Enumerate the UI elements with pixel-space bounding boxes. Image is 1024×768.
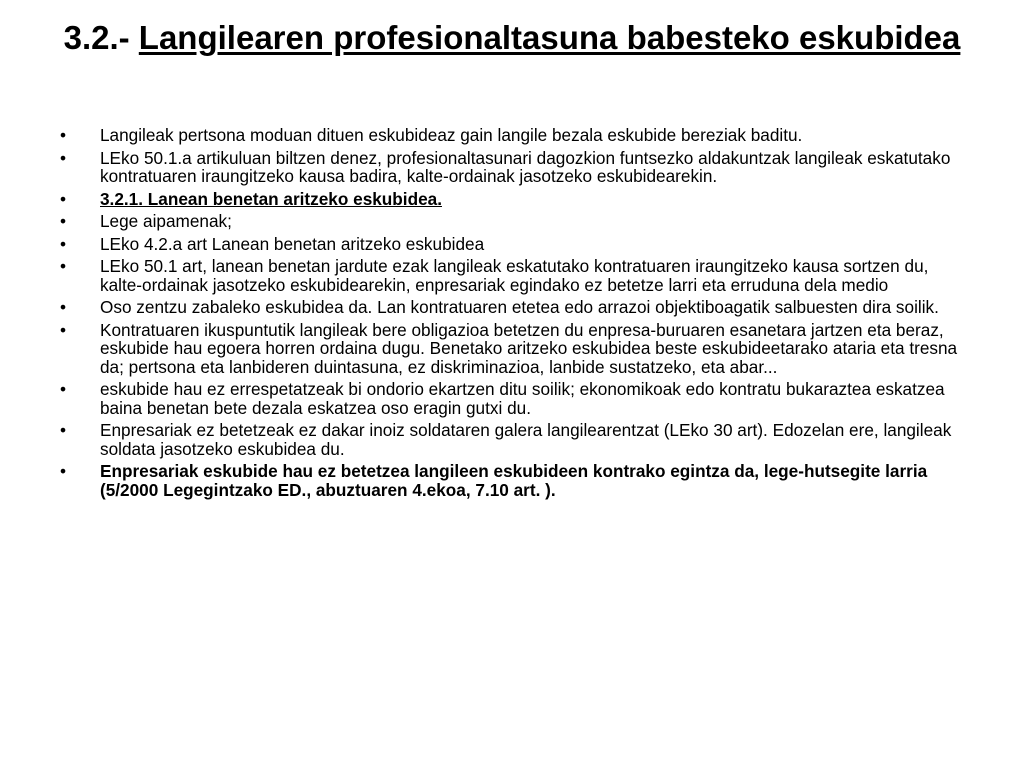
subheading-text: 3.2.1. Lanean benetan aritzeko eskubidea.: [100, 188, 442, 209]
bullet-item: [60, 149, 960, 186]
bullet-text: Oso zentzu zabaleko eskubidea da. Lan kontratuaren etetea edo arrazoi objektiboagatik salbuesten dira soilik.: [100, 297, 939, 317]
bullet-item-bold: [60, 462, 960, 499]
bullet-icon: •: [60, 420, 67, 440]
bullet-item: [60, 212, 960, 231]
bullet-icon: •: [60, 461, 67, 481]
bullet-list: [60, 126, 960, 503]
title-text: Langilearen profesionaltasuna babesteko eskubidea: [138, 19, 961, 56]
bullet-item: [60, 380, 960, 417]
bullet-item: [60, 421, 960, 458]
bullet-text: Enpresariak eskubide hau ez betetzea langileen eskubideen kontrako egintza da, lege-hutsegite larria (5/2000 Legegintzako ED., abuztuaren 4.ekoa, 7.10 art. ).: [100, 461, 928, 500]
bullet-item-subheading: [60, 190, 960, 209]
bullet-icon: •: [60, 379, 67, 399]
bullet-icon: •: [60, 297, 67, 317]
bullet-text: eskubide hau ez errespetatzeak bi ondorio ekartzen ditu soilik; ekonomikoak edo kontratu bukaraztea eskatzea baina benetan bete dezala eskatzea oso eragin gutxi du.: [100, 379, 945, 418]
bullet-item: [60, 126, 960, 145]
bullet-item: [60, 257, 960, 294]
bullet-icon: •: [60, 188, 67, 209]
bullet-text: Enpresariak ez betetzeak ez dakar inoiz soldataren galera langilearentzat (LEko 30 art). Edozelan ere, langileak soldata jasotzeko eskubidea du.: [100, 420, 952, 459]
slide-title: [60, 18, 964, 57]
bullet-text: LEko 4.2.a art Lanean benetan aritzeko eskubidea: [100, 233, 485, 254]
bullet-icon: •: [60, 211, 67, 231]
bullet-text: Langileak pertsona moduan dituen eskubideaz gain langile bezala eskubide bereziak baditu.: [100, 125, 803, 145]
bullet-text: LEko 50.1 art, lanean benetan jardute ezak langileak eskatutako kontratuaren iraungitzeko kausa sortzen du, kalte-ordainak jasotzeko eskubidearekin, enpresariak egindako ez betetze larri eta erruduna dela medio: [100, 256, 929, 295]
bullet-icon: •: [60, 256, 67, 276]
bullet-item: [60, 298, 960, 317]
title-number: 3.2.-: [63, 19, 139, 56]
bullet-text: Kontratuaren ikuspuntutik langileak bere obligazioa betetzen du enpresa-buruaren esanetara jartzen eta beraz, eskubide hau egoera horren ordaina dugu. Benetako aritzeko eskubidea beste eskubideetarako ataria eta tresna da; pertsona eta lanbideren duintasuna, ez diskriminazioa, lanbide sustatzeko, eta abar...: [100, 319, 958, 377]
bullet-icon: •: [60, 319, 67, 340]
bullet-icon: •: [60, 233, 67, 254]
bullet-text: LEko 50.1.a artikuluan biltzen denez, profesionaltasunari dagozkion funtsezko aldakuntzak langileak eskatutako kontratuaren iraungitzeko kausa badira, kalte-ordainak jasotzeko eskubidearekin.: [100, 147, 951, 186]
bullet-text: Lege aipamenak;: [100, 211, 232, 231]
bullet-icon: •: [60, 125, 67, 145]
bullet-icon: •: [60, 147, 67, 168]
bullet-item: [60, 235, 960, 254]
bullet-item: [60, 321, 960, 377]
